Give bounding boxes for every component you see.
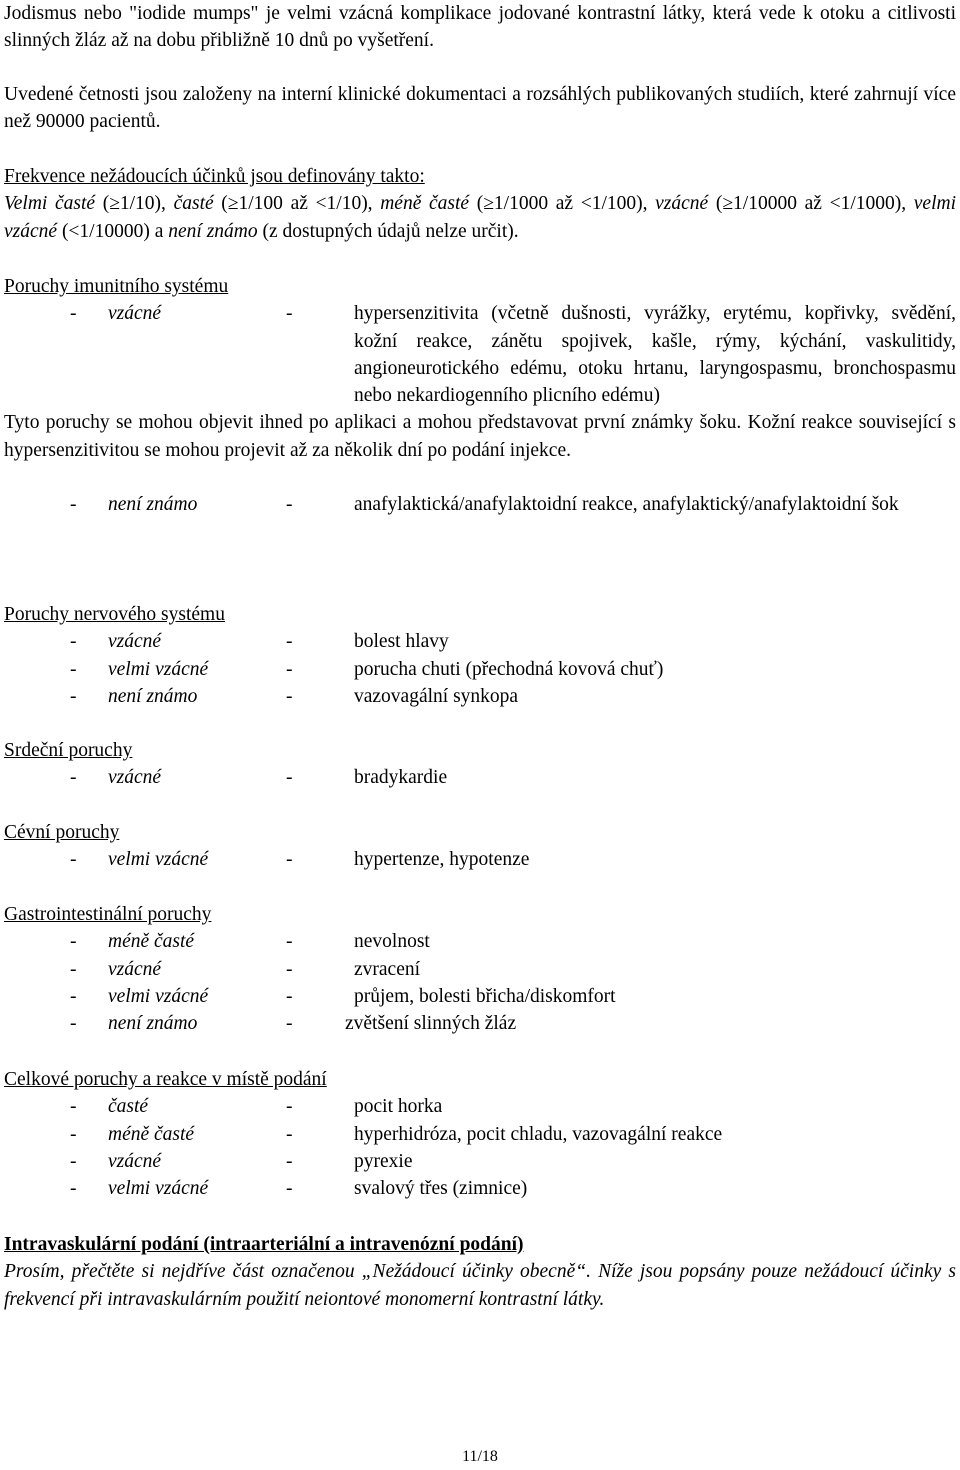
freq-uncommon: méně časté: [380, 193, 470, 215]
list-item: [4, 1093, 956, 1120]
frequency-label: velmi vzácné: [108, 1178, 209, 1200]
section-general: [4, 1066, 956, 1202]
bullet-dash: -: [70, 985, 77, 1007]
separator-dash: -: [286, 931, 293, 953]
separator-dash: -: [286, 1096, 293, 1118]
effect-description: hypertenze, hypotenze: [354, 849, 530, 871]
bullet-dash: -: [70, 1013, 77, 1035]
effect-description: pocit horka: [354, 1096, 443, 1118]
section-heading: Poruchy imunitního systému: [4, 276, 229, 297]
list-item: [4, 628, 956, 655]
bullet-dash: -: [70, 958, 77, 980]
effect-description: bolest hlavy: [354, 631, 449, 653]
list-item: [4, 1010, 956, 1037]
section-gastro: [4, 901, 956, 1037]
list-item: [4, 656, 956, 683]
effect-description: porucha chuti (přechodná kovová chuť): [354, 658, 664, 680]
freq-r-range: (≥1/10000 až <1/1000),: [708, 193, 914, 215]
frequency-label: vzácné: [108, 767, 162, 789]
effect-description: bradykardie: [354, 767, 448, 789]
effect-description: zvracení: [354, 958, 421, 980]
frequency-label: vzácné: [108, 631, 162, 653]
section-intravascular: [4, 1231, 956, 1313]
bullet-dash: -: [70, 931, 77, 953]
separator-dash: -: [286, 1123, 293, 1145]
frequency-label: vzácné: [108, 958, 162, 980]
freq-u-range: (≥1/1000 až <1/100),: [469, 193, 656, 215]
intravascular-text: Prosím, přečtěte si nejdříve část označenou „Nežádoucí účinky obecně“. Níže jsou popsány pouze nežádoucí účinky s frekvencí při intravaskulárním použití neiontové monomerní kontrastní látky.: [4, 1261, 956, 1310]
bullet-dash: -: [70, 1150, 77, 1172]
section-vascular: [4, 819, 956, 874]
effect-description: hypersenzitivita (včetně dušnosti, vyrážky, erytému, kopřivky, svědění, kožní reakce, zánětu spojivek, kašle, rýmy, kýchání, vaskulitidy, angioneurotického edému, otoku hrtanu, laryngospasmu, bronchospasmu nebo nekardiogenního plicního edému): [354, 303, 956, 407]
effect-description: zvětšení slinných žláz: [345, 1013, 517, 1035]
effect-description: nevolnost: [354, 931, 430, 953]
freq-rare: vzácné: [655, 193, 709, 215]
section-nervous: [4, 601, 956, 710]
section-heading: Gastrointestinální poruchy: [4, 904, 212, 925]
frequency-label: velmi vzácné: [108, 985, 209, 1007]
list-item: [4, 764, 956, 791]
frequency-label: není známo: [108, 685, 198, 707]
separator-dash: -: [286, 985, 293, 1007]
bullet-dash: -: [70, 849, 77, 871]
frequency-definition-text: [4, 190, 956, 245]
freq-vc-range: (≥1/10),: [95, 193, 174, 215]
frequency-heading: Frekvence nežádoucích účinků jsou definovány takto:: [4, 166, 425, 187]
effect-description: pyrexie: [354, 1150, 413, 1172]
effect-description: svalový třes (zimnice): [354, 1178, 528, 1200]
frequency-label: vzácné: [108, 303, 162, 325]
frequency-label: velmi vzácné: [108, 849, 209, 871]
freq-unknown: není známo: [168, 220, 258, 242]
freq-vr-range: (<1/10000) a: [57, 220, 169, 242]
freq-unk-range: (z dostupných údajů nelze určit).: [257, 220, 519, 242]
list-item: [4, 1121, 956, 1148]
list-item: [4, 846, 956, 873]
list-item: [4, 300, 956, 409]
section-heading: Intravaskulární podání (intraarteriální a intravenózní podání): [4, 1234, 524, 1255]
list-item: [4, 983, 956, 1010]
freq-c-range: (≥1/100 až <1/10),: [213, 193, 381, 215]
list-item: [4, 491, 956, 518]
separator-dash: -: [286, 685, 293, 707]
intro-paragraph-1: Jodismus nebo "iodide mumps" je velmi vzácná komplikace jodované kontrastní látky, která vede k otoku a citlivosti slinných žláz až na dobu přibližně 10 dnů po vyšetření.: [4, 3, 956, 52]
bullet-dash: -: [70, 767, 77, 789]
separator-dash: -: [286, 1178, 293, 1200]
separator-dash: -: [286, 958, 293, 980]
separator-dash: -: [286, 631, 293, 653]
separator-dash: -: [286, 849, 293, 871]
separator-dash: -: [286, 658, 293, 680]
frequency-label: méně časté: [108, 1123, 195, 1145]
frequency-label: není známo: [108, 1013, 198, 1035]
section-heading: Cévní poruchy: [4, 822, 120, 843]
frequency-definition: [4, 163, 956, 245]
bullet-dash: -: [70, 658, 77, 680]
effect-description: průjem, bolesti břicha/diskomfort: [354, 985, 616, 1007]
section-heading: Poruchy nervového systému: [4, 604, 225, 625]
section-heading: Srdeční poruchy: [4, 740, 133, 761]
bullet-dash: -: [70, 631, 77, 653]
list-item: [4, 1175, 956, 1202]
list-item: [4, 683, 956, 710]
list-item: [4, 956, 956, 983]
section-heading: Celkové poruchy a reakce v místě podání: [4, 1069, 327, 1090]
frequency-label: vzácné: [108, 1150, 162, 1172]
separator-dash: -: [286, 303, 293, 325]
frequency-label: časté: [108, 1096, 149, 1118]
bullet-dash: -: [70, 1096, 77, 1118]
separator-dash: -: [286, 494, 293, 516]
freq-very-rare: velmi vzácné: [4, 193, 956, 242]
list-item: [4, 1148, 956, 1175]
intro-paragraph-2: Uvedené četnosti jsou založeny na interní klinické dokumentaci a rozsáhlých publikovaných studiích, které zahrnují více než 90000 pacientů.: [4, 84, 956, 133]
effect-description: hyperhidróza, pocit chladu, vazovagální reakce: [354, 1123, 723, 1145]
bullet-dash: -: [70, 303, 77, 325]
list-item: [4, 928, 956, 955]
effect-description: anafylaktická/anafylaktoidní reakce, anafylaktický/anafylaktoidní šok: [354, 494, 899, 516]
frequency-label: velmi vzácné: [108, 658, 209, 680]
separator-dash: -: [286, 767, 293, 789]
freq-common: časté: [173, 193, 214, 215]
frequency-label: není známo: [108, 494, 198, 516]
bullet-dash: -: [70, 494, 77, 516]
bullet-dash: -: [70, 1178, 77, 1200]
section-cardiac: [4, 737, 956, 792]
immune-note: Tyto poruchy se mohou objevit ihned po aplikaci a mohou představovat první známky šoku. Kožní reakce související s hypersenzitivitou se mohou projevit až za několik dní po podání injekce.: [4, 412, 956, 461]
freq-very-common: Velmi časté: [4, 193, 96, 215]
bullet-dash: -: [70, 1123, 77, 1145]
effect-description: vazovagální synkopa: [354, 685, 519, 707]
page-number: 11/18: [462, 1448, 498, 1465]
section-immune: [4, 273, 956, 518]
separator-dash: -: [286, 1013, 293, 1035]
frequency-label: méně časté: [108, 931, 195, 953]
separator-dash: -: [286, 1150, 293, 1172]
bullet-dash: -: [70, 685, 77, 707]
